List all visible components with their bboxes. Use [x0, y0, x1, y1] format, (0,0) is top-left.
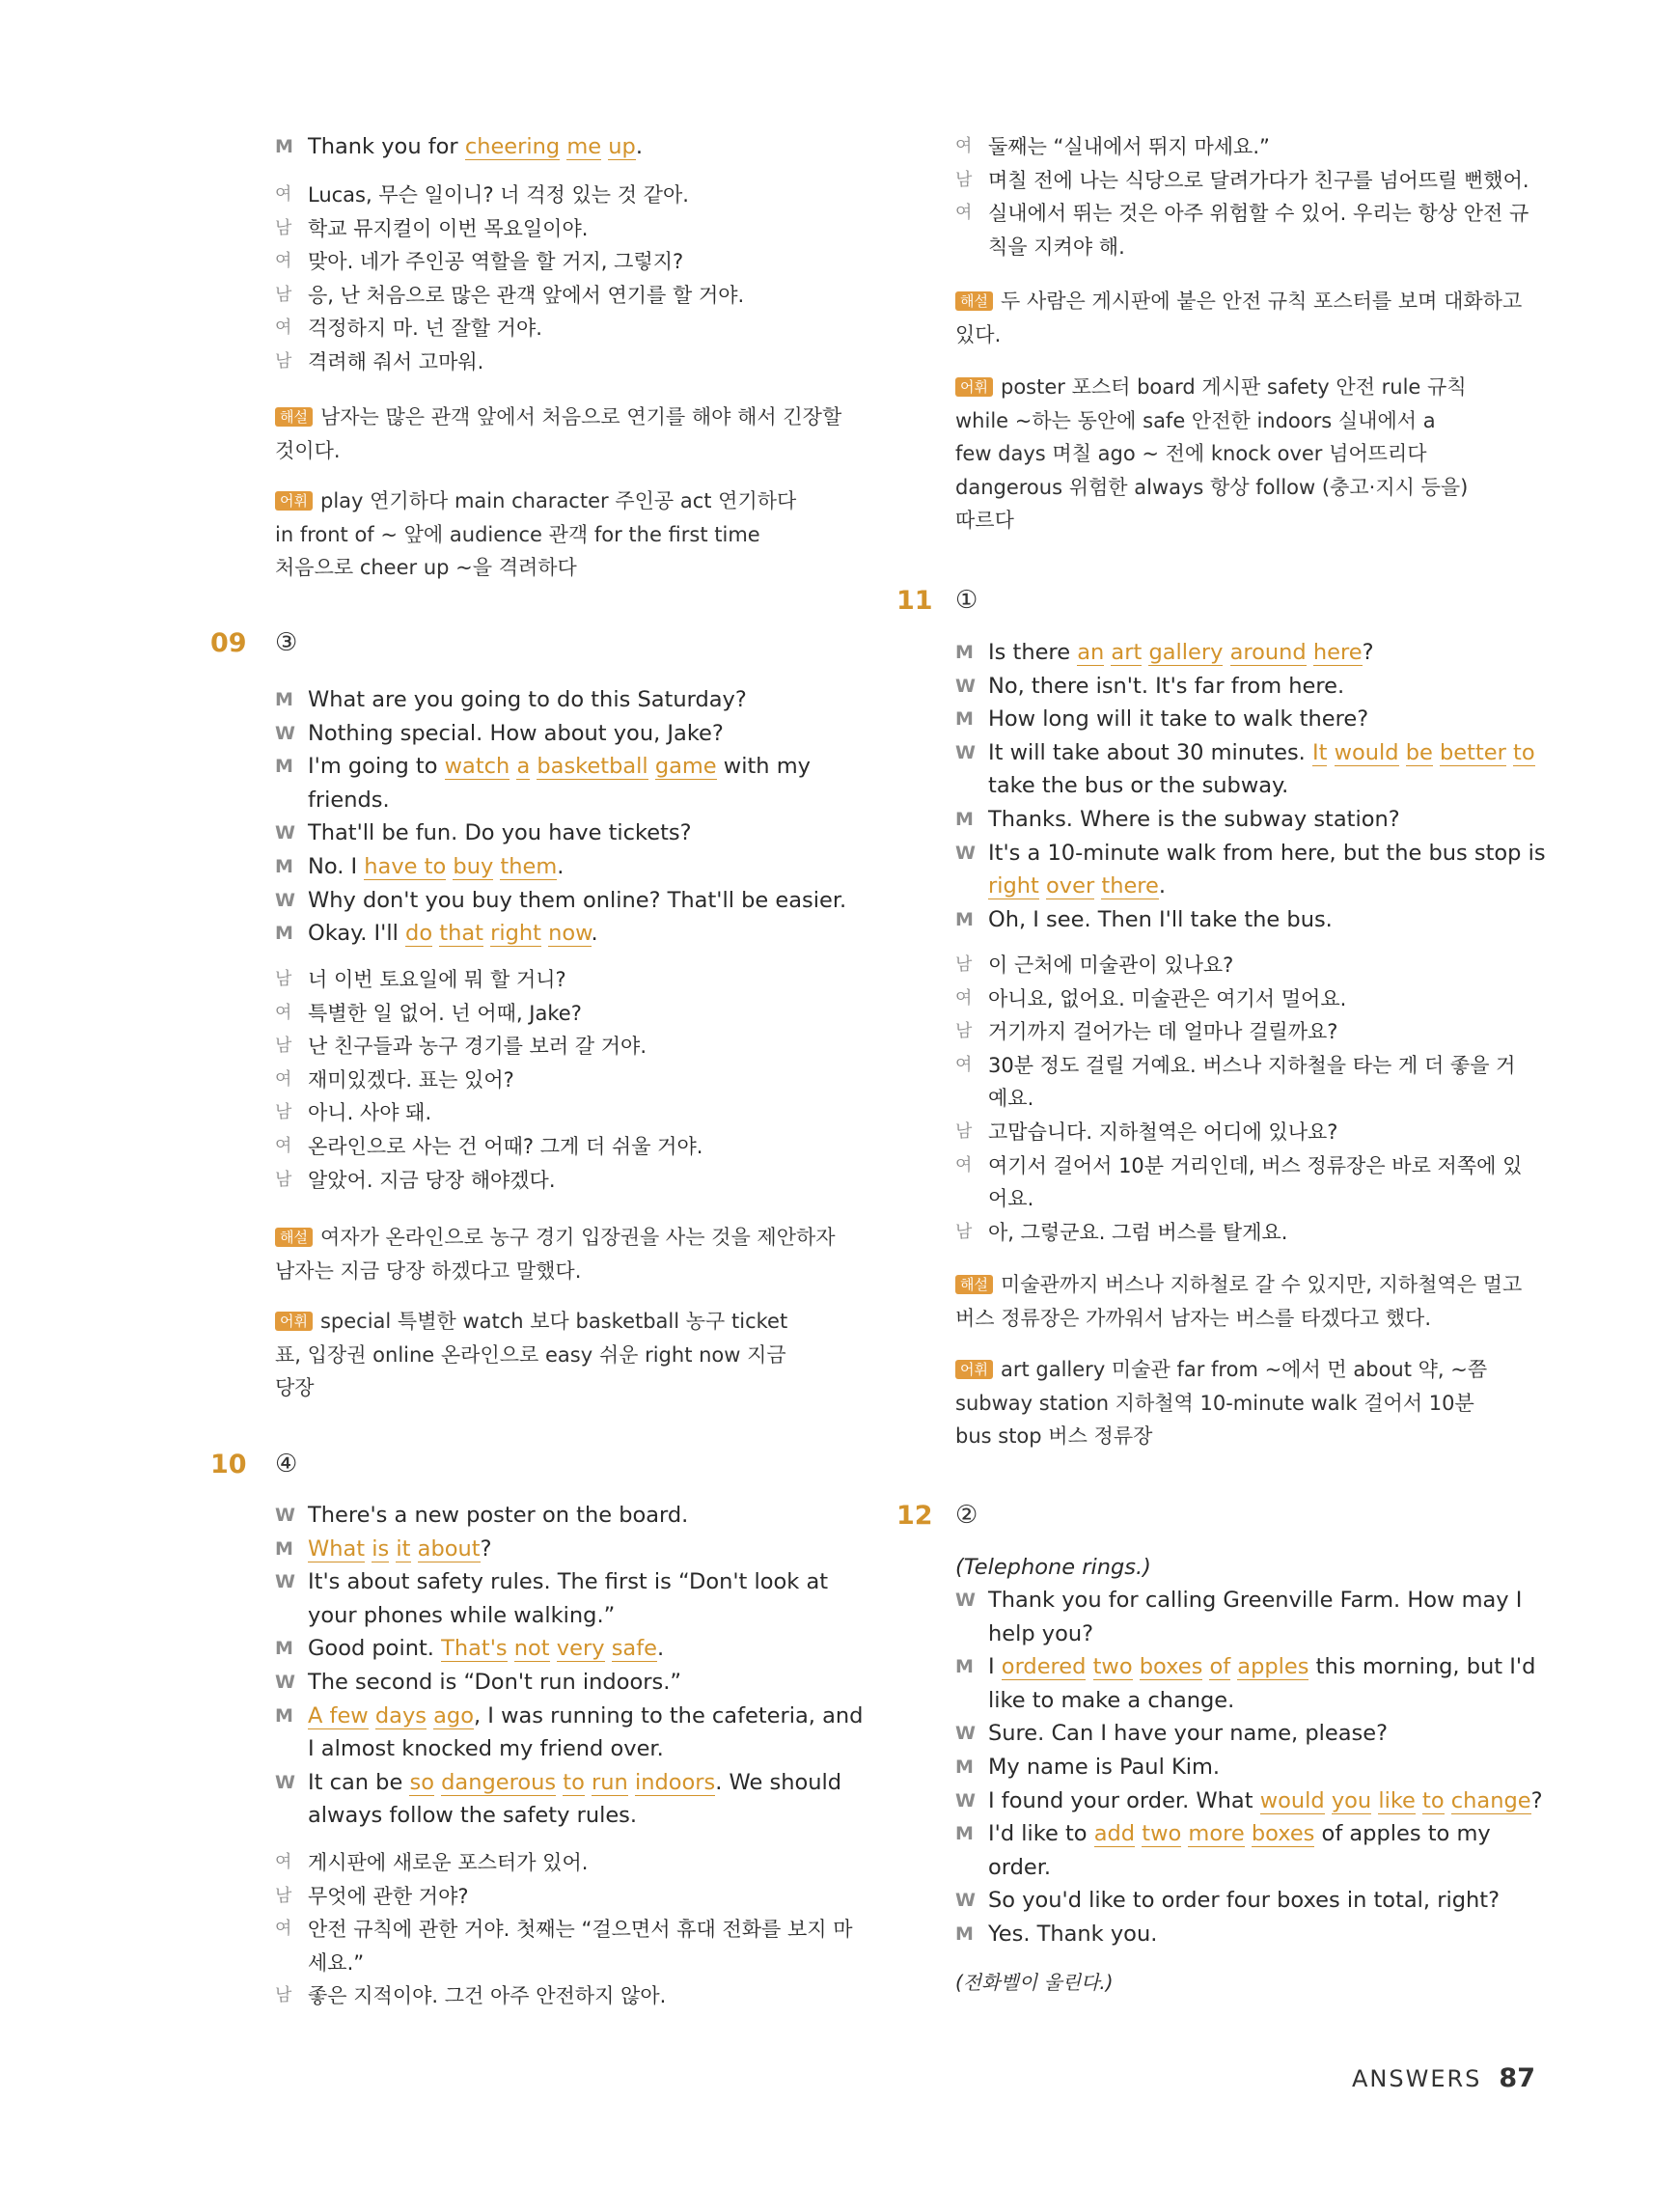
dialogue-text: That'll be fun. Do you have tickets? — [308, 820, 692, 846]
blank-answer: boxes — [1251, 1821, 1315, 1847]
dialogue-text: So you'd like to order four boxes in total, right? — [988, 1888, 1501, 1914]
speaker-label: 남 — [275, 350, 292, 372]
note-line — [955, 1387, 1487, 1421]
note-line — [275, 518, 796, 552]
speaker-label: W — [275, 722, 295, 744]
speaker-label: 남 — [955, 1221, 973, 1242]
speaker-label: 남 — [275, 1036, 292, 1057]
blank-answer: game — [654, 754, 717, 780]
note-text: 여자가 온라인으로 농구 경기 입장권을 사는 것을 제안하자 — [319, 1226, 836, 1249]
translation-text: 실내에서 뛰는 것은 아주 위험할 수 있어. 우리는 항상 안전 규 — [988, 202, 1529, 226]
question-number-11: 11 — [896, 586, 933, 616]
blank-answer: indoors — [634, 1769, 716, 1795]
speaker-label: 남 — [275, 1169, 292, 1190]
translation-text: 온라인으로 사는 건 어때? 그게 더 쉬울 거야. — [308, 1134, 703, 1158]
speaker-label: W — [955, 675, 976, 697]
dialogue-text: No. I have to buy them. — [308, 853, 565, 879]
dialogue-text: help you? — [988, 1620, 1094, 1646]
blank-answer: cheering — [464, 134, 561, 159]
translation-text: 안전 규칙에 관한 거야. 첫째는 “걸으면서 휴대 전화를 보지 마 — [308, 1918, 853, 1942]
answer-11: ① — [955, 586, 978, 615]
translation-text: 둘째는 “실내에서 뛰지 마세요.” — [988, 135, 1270, 158]
note-tag: 해설 — [955, 1275, 993, 1294]
dialogue-text: Nothing special. How about you, Jake? — [308, 720, 724, 746]
translation-text: 난 친구들과 농구 경기를 보러 갈 거야. — [308, 1035, 647, 1059]
explanation-10 — [955, 285, 1522, 351]
blank-answer: better — [1440, 739, 1506, 765]
dialogue-text: Thank you for calling Greenville Farm. How may I — [988, 1588, 1523, 1613]
blank-answer: gallery — [1148, 640, 1224, 665]
dialogue-text: Okay. I'll do that right now. — [308, 921, 598, 947]
translation-text: 학교 뮤지컬이 이번 목요일이야. — [308, 216, 589, 240]
note-line — [275, 1339, 787, 1372]
blank-answer: do — [405, 921, 433, 947]
speaker-label: M — [955, 642, 974, 663]
speaker-label: 여 — [955, 1054, 973, 1075]
dialogue-text: A few days ago, I was running to the cafeteria, and — [308, 1702, 864, 1728]
note-text: 미술관까지 버스나 지하철로 갈 수 있지만, 지하철역은 멀고 — [1000, 1273, 1523, 1296]
dialogue-text: What is it about? — [308, 1535, 492, 1562]
note-text: play 연기하다 main character 주인공 act 연기하다 — [319, 489, 797, 512]
note-line — [955, 471, 1468, 505]
note-tag: 어휘 — [955, 1360, 993, 1379]
dialogue-text: Thank you for cheering me up. — [308, 134, 643, 159]
note-line — [955, 1268, 1522, 1302]
dialogue-text: Is there an art gallery around here? — [988, 640, 1374, 665]
speaker-label: M — [275, 1537, 293, 1560]
blank-answer: of — [1209, 1654, 1231, 1680]
blank-answer: now — [548, 921, 592, 947]
dialogue-text: Why don't you buy them online? That'll be easier. — [308, 887, 847, 913]
speaker-label: M — [275, 1704, 293, 1727]
dialogue-text: always follow the safety rules. — [308, 1803, 638, 1829]
blank-answer: two — [1142, 1821, 1182, 1847]
speaker-label: M — [955, 908, 974, 930]
blank-answer: like — [1378, 1787, 1416, 1813]
note-text: 당장 — [275, 1376, 315, 1400]
answer-10: ④ — [275, 1450, 298, 1479]
blank-answer: change — [1450, 1787, 1531, 1813]
dialogue-text: It's a 10-minute walk from here, but the bus stop is — [988, 840, 1546, 866]
dialogue-text: How long will it take to walk there? — [988, 706, 1369, 733]
question-number-09: 09 — [210, 628, 247, 658]
blank-answer: dangerous — [441, 1769, 557, 1795]
speaker-label: W — [955, 741, 976, 763]
note-text: art gallery 미술관 far from ~에서 먼 about 약, ~쯤 — [1000, 1358, 1488, 1381]
speaker-label: 여 — [955, 136, 973, 156]
speaker-label: M — [275, 689, 293, 710]
speaker-label: W — [955, 842, 976, 864]
blank-answer: is — [372, 1535, 390, 1562]
dialogue-text: My name is Paul Kim. — [988, 1754, 1221, 1780]
speaker-label: M — [275, 1638, 293, 1660]
note-line — [275, 1371, 787, 1405]
blank-answer: you — [1331, 1787, 1372, 1813]
translation-text: 격려해 줘서 고마워. — [308, 349, 484, 373]
speaker-label: 여 — [275, 1002, 292, 1023]
translation-text: 고맙습니다. 지하철역은 어디에 있나요? — [988, 1120, 1338, 1144]
note-text: subway station 지하철역 10-minute walk 걸어서 10분 — [955, 1391, 1474, 1415]
page-footer — [1352, 2063, 1535, 2093]
translation-text: 알았어. 지금 당장 해야겠다. — [308, 1168, 556, 1192]
question-number-12: 12 — [896, 1501, 933, 1531]
speaker-label: W — [955, 1723, 976, 1745]
dialogue-text: friends. — [308, 787, 390, 813]
note-text: poster 포스터 board 게시판 safety 안전 rule 규칙 — [1000, 375, 1467, 399]
translation-text: 30분 정도 걸릴 거예요. 버스나 지하철을 타는 게 더 좋을 거 — [988, 1053, 1516, 1077]
blank-answer: over — [1046, 873, 1095, 899]
translation-text: 칙을 지켜야 해. — [988, 235, 1125, 259]
speaker-label: M — [955, 808, 974, 830]
blank-answer: very — [556, 1636, 605, 1662]
note-line — [955, 504, 1468, 538]
translation-text: 며칠 전에 나는 식당으로 달려가다가 친구를 넘어뜨릴 뻔했어. — [988, 168, 1529, 192]
speaker-label: 여 — [275, 184, 292, 205]
note-text: special 특별한 watch 보다 basketball 농구 ticket — [319, 1310, 788, 1333]
speaker-label: 여 — [275, 251, 292, 272]
dialogue-text: The second is “Don't run indoors.” — [308, 1669, 682, 1695]
note-text: 처음으로 cheer up ~을 격려하다 — [275, 556, 577, 580]
blank-answer: right — [490, 921, 541, 947]
blank-answer: me — [566, 134, 602, 159]
translation-text: 특별한 일 없어. 넌 어때, Jake? — [308, 1001, 582, 1025]
note-text: 남자는 많은 관객 앞에서 처음으로 연기를 해야 해서 긴장할 — [319, 405, 842, 429]
note-text: few days 며칠 ago ~ 전에 knock over 넘어뜨리다 — [955, 442, 1427, 466]
note-line — [955, 371, 1468, 404]
note-line — [275, 434, 841, 468]
note-line — [955, 1353, 1487, 1387]
speaker-label: W — [275, 822, 295, 844]
speaker-label: M — [955, 1922, 974, 1945]
note-text: 표, 입장권 online 온라인으로 easy 쉬운 right now 지금 — [275, 1342, 786, 1367]
dialogue-text: order. — [988, 1854, 1052, 1880]
blank-answer: about — [417, 1535, 481, 1562]
translation-text: 아니. 사야 돼. — [308, 1101, 432, 1125]
translation-text: 응, 난 처음으로 많은 관객 앞에서 연기를 할 거야. — [308, 283, 745, 307]
translation-text: 걱정하지 마. 넌 잘할 거야. — [308, 317, 542, 341]
note-text: dangerous 위험한 always 항상 follow (충고·지시 등을) — [955, 475, 1469, 499]
blank-answer: there — [1101, 873, 1159, 899]
translation-text: 여기서 걸어서 10분 거리인데, 버스 정류장은 바로 저쪽에 있 — [988, 1153, 1523, 1177]
dialogue-text: right over there. — [988, 873, 1167, 899]
blank-answer: watch — [444, 754, 510, 780]
speaker-label: M — [275, 855, 293, 877]
dialogue-text: Yes. Thank you. — [988, 1921, 1158, 1947]
dialogue-text: Good point. That's not very safe. — [308, 1636, 665, 1662]
note-tag: 어휘 — [275, 491, 313, 511]
speaker-label: W — [275, 1671, 295, 1693]
dialogue-text: your phones while walking.” — [308, 1602, 616, 1628]
note-text: 버스 정류장은 가까워서 남자는 버스를 타겠다고 했다. — [955, 1306, 1432, 1330]
dialogue-text: Oh, I see. Then I'll take the bus. — [988, 906, 1333, 932]
dialogue-text: I found your order. What would you like to change? — [988, 1787, 1543, 1813]
blank-answer: boxes — [1139, 1654, 1203, 1680]
blank-answer: up — [608, 134, 636, 159]
blank-answer: ago — [433, 1702, 474, 1728]
speaker-label: W — [275, 1505, 295, 1526]
speaker-label: 여 — [955, 203, 973, 224]
speaker-label: M — [275, 756, 293, 778]
blank-answer: here — [1312, 640, 1363, 665]
translation-text: 맞아. 네가 주인공 역할을 할 거지, 그렇지? — [308, 250, 684, 274]
question-number-10: 10 — [210, 1450, 247, 1479]
translation-text: 무엇에 관한 거야? — [308, 1884, 469, 1908]
answer-09: ③ — [275, 628, 298, 657]
page-number: 87 — [1499, 2063, 1535, 2093]
blank-answer: run — [592, 1769, 628, 1795]
speaker-label: M — [275, 923, 293, 945]
explanation-11 — [955, 1268, 1522, 1335]
speaker-label: M — [275, 136, 293, 157]
speaker-label: 남 — [275, 284, 292, 305]
dialogue-text: Sure. Can I have your name, please? — [988, 1721, 1389, 1747]
note-tag: 어휘 — [275, 1312, 313, 1331]
vocabulary-09 — [275, 1305, 787, 1405]
note-line — [275, 1305, 787, 1339]
note-text: 것이다. — [275, 438, 341, 462]
blank-answer: That's — [441, 1636, 508, 1662]
explanation-09 — [275, 1221, 836, 1287]
note-line — [955, 285, 1522, 318]
speaker-label: 남 — [955, 954, 973, 975]
speaker-label: 여 — [955, 1154, 973, 1175]
blank-answer: a — [516, 754, 531, 780]
blank-answer: ordered — [1001, 1654, 1087, 1680]
note-line — [275, 1255, 836, 1288]
speaker-label: 여 — [275, 318, 292, 339]
blank-answer: apples — [1237, 1654, 1309, 1680]
dialogue-text: It can be so dangerous to run indoors. We should — [308, 1769, 842, 1795]
blank-answer: would — [1259, 1787, 1325, 1813]
dialogue-text: I ordered two boxes of apples this morning, but I'd — [988, 1654, 1536, 1680]
speaker-label: M — [955, 708, 974, 731]
note-text: 있다. — [955, 322, 1002, 346]
speaker-label: M — [955, 1656, 974, 1678]
blank-answer: two — [1092, 1654, 1133, 1680]
translation-text: 예요. — [988, 1087, 1034, 1111]
dialogue-text: I almost knocked my friend over. — [308, 1736, 664, 1762]
note-line — [955, 1302, 1522, 1336]
note-text: bus stop 버스 정류장 — [955, 1424, 1153, 1449]
blank-answer: so — [409, 1769, 434, 1795]
speaker-label: 남 — [955, 1021, 973, 1042]
blank-answer: around — [1229, 640, 1307, 665]
speaker-label: 여 — [275, 1919, 292, 1940]
translation-text: 너 이번 토요일에 뭐 할 거니? — [308, 968, 566, 991]
blank-answer: would — [1334, 739, 1399, 765]
translation-text: 아, 그렇군요. 그럼 버스를 탈게요. — [988, 1220, 1288, 1244]
dialogue-text: There's a new poster on the board. — [308, 1503, 689, 1528]
translation-text: 좋은 지적이야. 그건 아주 안전하지 않아. — [308, 1984, 667, 2008]
note-line — [275, 484, 796, 518]
translation-text: 어요. — [988, 1187, 1034, 1211]
vocabulary — [275, 484, 796, 585]
speaker-label: 여 — [275, 1852, 292, 1872]
blank-answer: more — [1188, 1821, 1245, 1847]
note-line — [955, 437, 1468, 471]
blank-answer: to — [1513, 739, 1535, 765]
speaker-label: 남 — [955, 169, 973, 190]
blank-answer: art — [1111, 640, 1143, 665]
footer-label: ANSWERS — [1352, 2065, 1482, 2092]
note-text: 남자는 지금 당장 하겠다고 말했다. — [275, 1258, 582, 1283]
speaker-label: 여 — [275, 1135, 292, 1156]
blank-answer: days — [374, 1702, 427, 1728]
dialogue-text: like to make a change. — [988, 1687, 1235, 1713]
dialogue-text: Thanks. Where is the subway station? — [988, 806, 1400, 832]
note-line — [275, 1221, 836, 1255]
dialogue-text: I'm going to watch a basketball game with my — [308, 754, 811, 780]
speaker-label: 여 — [275, 1068, 292, 1090]
speaker-label: M — [955, 1756, 974, 1778]
speaker-label: M — [955, 1823, 974, 1845]
note-tag: 해설 — [275, 407, 313, 427]
note-line — [275, 551, 796, 585]
translation-text: 거기까지 걸어가는 데 얼마나 걸릴까요? — [988, 1020, 1338, 1044]
dialogue-text: I'd like to add two more boxes of apples to my — [988, 1821, 1491, 1847]
stage-direction: (Telephone rings.) — [955, 1555, 1151, 1580]
blank-answer: It — [1311, 739, 1328, 765]
blank-answer: right — [988, 873, 1039, 899]
blank-answer: to — [563, 1769, 585, 1795]
blank-answer: not — [513, 1636, 550, 1662]
dialogue-text: It's about safety rules. The first is “Don't look at — [308, 1569, 829, 1595]
blank-answer: basketball — [537, 754, 648, 780]
note-tag: 어휘 — [955, 377, 993, 397]
note-line — [955, 404, 1468, 438]
blank-answer: it — [396, 1535, 411, 1562]
translation-text: Lucas, 무슨 일이니? 너 걱정 있는 것 같아. — [308, 183, 689, 207]
blank-answer: have to — [364, 853, 447, 879]
blank-answer: to — [1422, 1787, 1445, 1813]
dialogue-text: What are you going to do this Saturday? — [308, 687, 747, 712]
speaker-label: W — [955, 1890, 976, 1912]
dialogue-text: It will take about 30 minutes. It would be better to — [988, 739, 1535, 765]
dialogue-text: No, there isn't. It's far from here. — [988, 673, 1345, 699]
speaker-label: W — [955, 1590, 976, 1611]
translation-text: 게시판에 새로운 포스터가 있어. — [308, 1851, 589, 1874]
speaker-label: W — [955, 1789, 976, 1811]
explanation — [275, 401, 841, 467]
translation-text: 이 근처에 미술관이 있나요? — [988, 954, 1234, 977]
vocabulary-11 — [955, 1353, 1487, 1453]
blank-answer: buy — [453, 853, 494, 879]
speaker-label: 남 — [275, 1885, 292, 1906]
note-text: while ~하는 동안에 safe 안전한 indoors 실내에서 a — [955, 408, 1436, 432]
answer-12: ② — [955, 1501, 978, 1530]
note-line — [955, 1420, 1487, 1453]
note-text: in front of ~ 앞에 audience 관객 for the first time — [275, 522, 760, 546]
speaker-label: W — [275, 1771, 295, 1793]
speaker-label: 남 — [275, 217, 292, 238]
blank-answer: an — [1077, 640, 1105, 665]
blank-answer: add — [1093, 1821, 1136, 1847]
blank-answer: them — [500, 853, 558, 879]
speaker-label: 남 — [275, 969, 292, 989]
translation-text: 재미있겠다. 표는 있어? — [308, 1067, 514, 1092]
note-tag: 해설 — [275, 1228, 313, 1247]
note-line — [955, 318, 1522, 352]
blank-answer: What — [308, 1535, 366, 1562]
note-tag: 해설 — [955, 291, 993, 311]
vocabulary-10 — [955, 371, 1468, 538]
speaker-label: 남 — [955, 1120, 973, 1142]
blank-answer: that — [439, 921, 483, 947]
speaker-label: W — [275, 1571, 295, 1593]
dialogue-text: take the bus or the subway. — [988, 773, 1289, 799]
speaker-label: 여 — [955, 987, 973, 1009]
note-text: 두 사람은 게시판에 붙은 안전 규칙 포스터를 보며 대화하고 — [1000, 290, 1523, 313]
blank-answer: safe — [611, 1636, 657, 1662]
stage-direction-korean: (전화벨이 울린다.) — [955, 1971, 1114, 1994]
speaker-label: 남 — [275, 1985, 292, 2006]
note-text: 따르다 — [955, 509, 1014, 533]
blank-answer: A few — [308, 1702, 369, 1728]
translation-text: 아니요, 없어요. 미술관은 여기서 멀어요. — [988, 986, 1347, 1010]
blank-answer: be — [1405, 739, 1433, 765]
speaker-label: W — [275, 889, 295, 911]
translation-text: 세요.” — [308, 1950, 365, 1975]
speaker-label: 남 — [275, 1102, 292, 1123]
note-line — [275, 401, 841, 434]
